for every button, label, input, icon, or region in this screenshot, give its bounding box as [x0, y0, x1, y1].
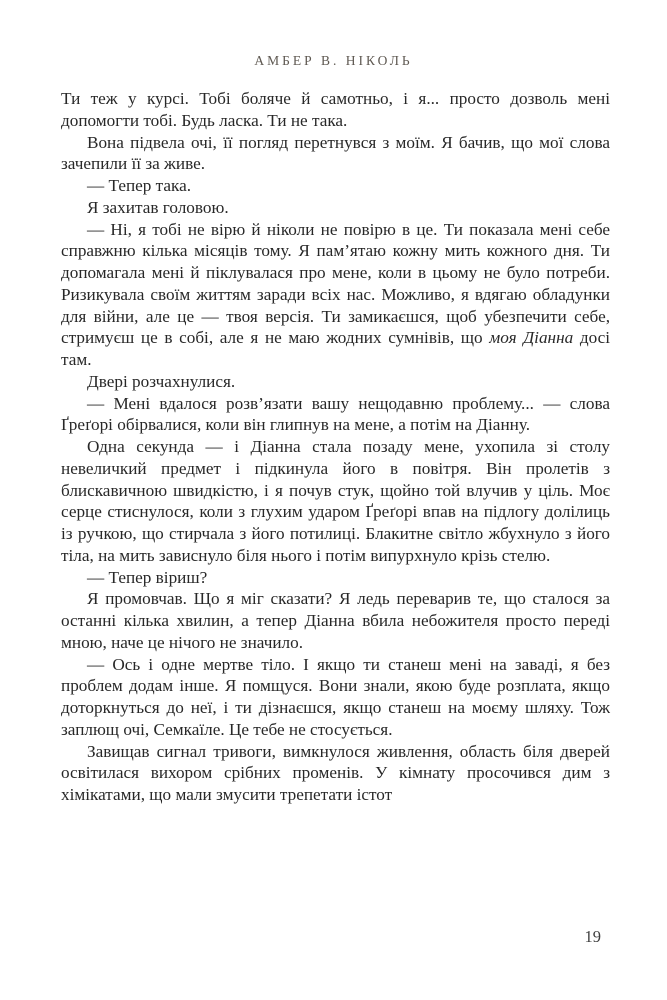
paragraph — [61, 197, 610, 219]
text-segment: Вона підвела очі, її погляд перетнувся з моїм. Я бачив, що мої слова зачепили її за живе. — [61, 132, 610, 174]
paragraph — [61, 567, 610, 589]
paragraph — [61, 741, 610, 806]
paragraph — [61, 371, 610, 393]
paragraph — [61, 175, 610, 197]
italic-text-segment: моя Діанна — [489, 328, 574, 348]
text-segment: Одна секунда — і Діанна стала позаду мене, ухопила зі столу невеличкий предмет і підкинула його в повітря. Він пролетів з блискавичною швидкістю, і я почув стук, щойно той влучив у ціль. Моє серце стиснулося, коли з глухим ударом Ґреґорі впав на підлогу долілиць із ручкою, що стирчала з його потилиці. Блакитне світло жбухнуло з його тіла, на мить зависнуло біля нього і потім випурхнуло крізь стелю. — [61, 437, 610, 565]
paragraph — [61, 654, 610, 741]
page-number: 19 — [584, 927, 601, 946]
text-segment: Завищав сигнал тривоги, вимкнулося живлення, область біля дверей освітилася вихором срібних променів. У кімнату просочився дим з хімікатами, що мали змусити трепетати істот — [61, 741, 610, 804]
paragraph — [61, 393, 610, 437]
text-segment: Я захитав головою. — [87, 197, 229, 217]
running-header: АМБЕР В. НІКОЛЬ — [254, 53, 413, 68]
paragraph — [61, 436, 610, 567]
paragraph — [61, 132, 610, 176]
text-segment: досі там. — [61, 328, 611, 369]
paragraph — [61, 588, 610, 653]
paragraph — [61, 88, 610, 132]
page-body — [61, 88, 610, 806]
text-segment: — Тепер така. — [87, 176, 192, 195]
text-segment: — Ось і одне мертве тіло. І якщо ти станеш мені на заваді, я без проблем додам інше. Я помщуся. Вони знали, якою буде розплата, якщо доторкнуться до неї, і ти дізнаєшся, якщо станеш на моєму шляху. Тож заплющ очі, Семкаїле. Це тебе не стосується. — [61, 654, 610, 739]
text-segment: — Мені вдалося розв’язати вашу нещодавню проблему... — слова Ґреґорі обірвалися, коли він глипнув на мене, а потім на Діанну. — [61, 393, 610, 435]
text-segment: Я промовчав. Що я міг сказати? Я ледь переварив те, що сталося за останні кілька хвилин, а тепер Діанна вбила небожителя просто переді мною, наче це нічого не значило. — [61, 589, 610, 652]
text-segment: Ти теж у курсі. Тобі боляче й самотньо, і я... просто дозволь мені допомогти тобі. Будь ласка. Ти не така. — [61, 89, 610, 130]
text-segment: Двері розчахнулися. — [87, 371, 236, 391]
paragraph — [61, 219, 610, 371]
text-segment: — Ні, я тобі не вірю й ніколи не повірю в це. Ти показала мені себе справжню кілька місяців тому. Я пам’ятаю кожну мить кожного дня. Ти допомагала мені й піклувалася про мене, коли в цьому не було потреби. Ризикувала своїм життям заради всіх нас. Можливо, я вдягаю обладунки для війни, але це — твоя версія. Ти замикаєшся, щоб убезпечити себе, стримуєш це в собі, але я не маю жодних сумнівів, що — [61, 219, 610, 348]
text-segment: — Тепер віриш? — [87, 567, 208, 587]
